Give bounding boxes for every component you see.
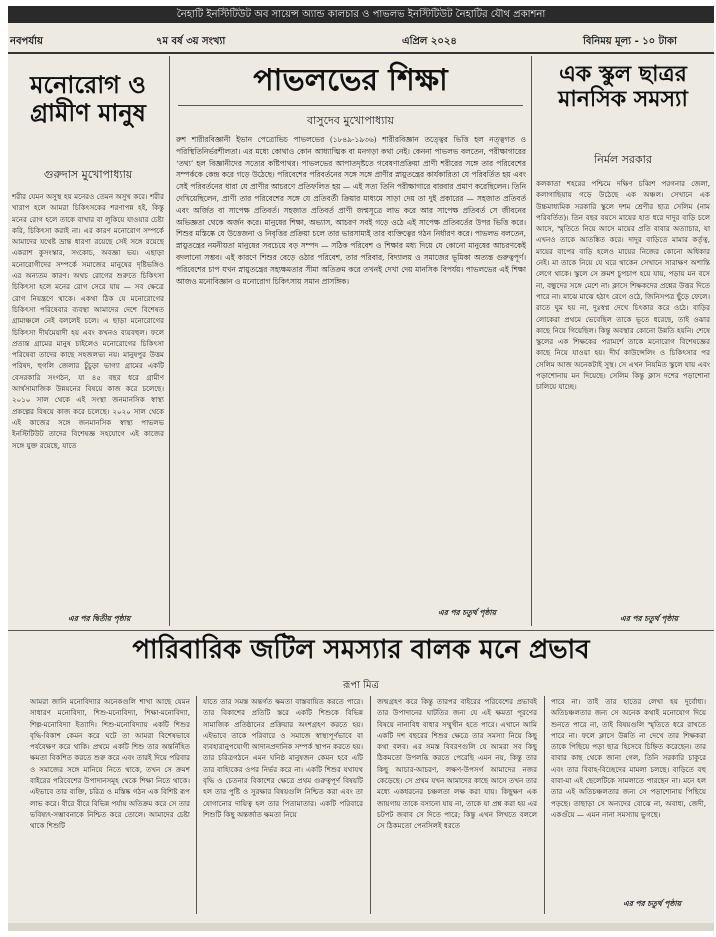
masthead-bar <box>8 6 714 23</box>
left-article-continued: এর পর দ্বিতীয় পৃষ্ঠায় <box>68 614 131 623</box>
bottom-article-title: পারিবারিক জটিল সমস্যার বালক মনে প্রভাব <box>132 635 590 665</box>
column-divider <box>531 56 532 626</box>
bottom-article-continued: এর পর চতুর্থ পৃষ্ঠায় <box>623 899 681 908</box>
page-edge <box>8 923 714 931</box>
issue-price: বিনিময় মূল্য - ১০ টাকা <box>583 36 677 47</box>
right-article-title: এক স্কুল ছাত্রর মানসিক সমস্যা <box>558 62 688 113</box>
column-divider <box>169 56 170 626</box>
left-article-title: মনোরোগ ও গ্রামীণ মানুষ <box>30 71 146 127</box>
bottom-article-col2: যাতে তার সমস্ত অন্তর্গত ক্ষমতা বাস্তবায়িত করতে পারে। তার বিকাশের প্রতিটি স্তরে একটি শিশুকে বিভিন্ন সামাজিক প্রতিষ্ঠানের প্রক্রিয়ার অংশগ্রহণ করতে হয়। এইভাবে তাকে পরিবারে ও সমাজে স্বাস্থ্যপূর্ণভাবে বা ব্যবহারানুপযোগী আদানপ্রদানিক সম্পর্ক স্থাপন করতে হয়। তার চরিত্রগঠনে এমন ঘনিষ্ঠ মানুষজন কেমন হবে এটি তার বাহ্যিকের ওপর নির্ভর করে না। একটি শিশুর যথাযথ বৃদ্ধি ও চেতনার বিকাশের ক্ষেত্রে প্রথম গুরুত্বপূর্ণ বিষয়টি হল তার পুষ্টি ও সুরক্ষার বিষয়গুলি নিশ্চিত করা এবং তা যোগানোর দায়িত্ব হল তার পিতামাতার। একটি পরিবারে শিশুটি কিছু অন্তর্জাত ক্ষমতা নিয়ে <box>203 697 363 819</box>
center-article-body: রুশ শারীরবিজ্ঞানী ইভান পেত্রোভিচ পাভলভের (১৮৪৯-১৯৩৬) শারীরবিজ্ঞান তত্ত্বের ভিত্তি হল নত্ত্বগত ও পরিস্থিতিনির্ভরশীলতা। এর মধ্যে কোথাও কোন আধ্যাত্মিক বা মনগড়া কথা নেই। কেননা পাভলভ বলতেন, পরীক্ষাগারের ‘তথ্য’ হল বিজ্ঞানীদের সত্যের কষ্টিপাথর। পাভলভের আপাতদৃষ্টতে গবেষণাপ্রক্রিয়া প্রাণী শরীরের সঙ্গে তার পরিবেশের সম্পর্ককে কেন্দ্র করে গড়ে উঠেছে। পরিবেশের পরিবর্তনের সঙ্গে সঙ্গে প্রাণীর স্নায়ুতন্ত্রের কার্যকারিতা যে পরিবর্তিত হয় এবং সেই পরিবর্তনের ধারা যে প্রাণীর আচরণে প্রতিফলিত হয় — এই সত্য তিনি পরীক্ষাগারে বারবার প্রমাণ করেছিলেন। তিনি দেখিয়েছিলেন, প্রাণী তার পরিবেশের সঙ্গে যে প্রতিবর্তী ক্রিয়ার মাধ্যমে সাড়া দেয় তা দুই প্রকারের — সহজাত প্রতিবর্ত এবং অর্জিত বা সাপেক্ষ প্রতিবর্ত। সহজাত প্রতিবর্ত প্রাণী জন্মসূত্রে লাভ করে আর সাপেক্ষ প্রতিবর্ত সে জীবনের অভিজ্ঞতা থেকে অর্জন করে। মানুষের শিক্ষা, অভ্যাস, আচরণ সবই গড়ে ওঠে এই সাপেক্ষ প্রতিবর্তের উপর ভিত্তি করে। শিশুর মস্তিষ্কে যে উত্তেজনা ও নিবৃত্তির প্রক্রিয়া চলে তার ভারসাম্যই তার ব্যক্তিত্বের গঠন নির্ধারণ করে। পাভলভ বলতেন, স্নায়ুতন্ত্রের নমনীয়তা মানুষের সবচেয়ে বড় সম্পদ — সঠিক পরিবেশ ও শিক্ষার মধ্য দিয়ে যে কোনো মানুষের আচরণকেই বদলানো সম্ভব। এই কারণে শিশুর বেড়ে ওঠার পরিবেশ, তার পরিবার, বিদ্যালয় ও সমাজের ভূমিকা অত্যন্ত গুরুত্বপূর্ণ। পরিবেশের চাপ যখন স্নায়ুতন্ত্রের সহ্যক্ষমতার সীমা অতিক্রম করে তখনই দেখা দেয় মানসিক বিপর্যয়। পাভলভের এই শিক্ষা আজও মনোবিজ্ঞান ও মনোরোগ চিকিৎসায় সমান প্রাসঙ্গিক। <box>176 135 526 286</box>
center-article-continued: এর পর চতুর্থ পৃষ্ঠায় <box>438 608 496 617</box>
publisher-line: নৈহাটি ইনস্টিটিউট অব সায়েন্স অ্যান্ড কালচার ও পাভলভ ইনস্টিটিউট নৈহাটির যৌথ প্রকাশনা <box>176 9 546 20</box>
issue-name: নবপর্যায় <box>10 36 43 47</box>
bottom-article-col1: আমরা জানি মনোবিদ্যার অনেকগুলি শাখা আছে যেমন সাধারণ মনোবিদ্যা, শিশু-মনোবিদ্যা, শিক্ষা-মনোবিদ্যা, শিল্প-মনোবিদ্যা ইত্যাদি। শিশু-মনোবিদ্যায় একটি শিশুর বৃদ্ধি-বিকাশ কেমন করে ঘটে তা আমরা বিশেষভাবে পর্যবেক্ষণ করে থাকি। প্রথমে একটি শিশু তার অন্তর্নিহিত ক্ষমতা বিকশিত করতে শুরু করে এবং তারই দিয়ে পরিবার ও সমাজের সঙ্গে মানিয়ে নিতে থাকে, তখন সে ক্রমশ বাইরের পরিবেশের উপাদানসমূহ থেকে শিক্ষা নিতে থাকে। এইভাবে তার ব্যক্তি, চরিত্র ও মস্তিষ্ক গঠন এক বিশিষ্ট রূপ লাভ করে। বীরে বীরে বিভিন্ন পর্যায় অতিক্রম করে সে তার ভবিষ্যৎ-সম্ভাবনাকে নিশ্চিত করে তোলে। আমাদের চেষ্টা থাকে শিশুটি <box>30 697 190 831</box>
header-rule <box>8 52 714 54</box>
bottom-article-col4: পারে না। তাই তার হাতের লেখা হয় দুর্বোধ্য। অতিচঞ্চলতার জন্য সে অনেক কথাই মনোযোগ দিয়ে শুনতে পারে না, তাই বিষয়গুলি স্মৃতিতে ধরে রাখতে পারে না। ফলে ক্লাসে উন্নতি না দেখে তার শিক্ষকরা তাকে পিছিয়ে পড়া ছাত্র হিসেবে চিহ্নিত করেছেন। তার বাবার কাছ থেকে জানা গেল, তিনি সরকারি চাকুরে এবং তার বিবাহ-বিচ্ছেদের মামলা চলছে। বাড়িতে বহু বাবা-মা এই ছেলেটিকে সামলাতে পারছেন না। মনে হল তার এই অতিচঞ্চলতার জন্য সে পড়াশোনায় পিছিয়ে পড়ছে। তাছাড়া সে অন্যদের বোঝে না, অবাধ্য, জেদী, একগুঁয়ে — এমন নানা সমস্যায় ভুগছে। <box>551 697 706 819</box>
column-divider <box>196 696 197 914</box>
newspaper-page <box>8 6 714 931</box>
issue-info-row <box>8 28 714 50</box>
center-article-author: বাসুদেব মুখোপাধ্যায় <box>306 114 395 127</box>
bottom-article-col3: জন্মগ্রহণ করে কিন্তু তারপর বাইরের পরিবেশের প্রভাবই তার উপাদানের ঘাটতির জন্য যে এই ক্ষমতা পূরণের বিষয়ে নানাবিধ বাধার সম্মুখীন হতে পারে। এখানে আমি একটি দশ বছরের শিশুর ক্ষেত্রে তার সমস্যা নিয়ে কিছু কথা বলব। এর সমস্ত বিবরণগুলি যে আমরা সব কিছু ঠিকমতো উপলব্ধি করতে পেরেছি এমন নয়, কিন্তু তার কিছু আচার-আচরণ, লক্ষণ-উপসর্গ আমাদের নজর কেড়েছে। সে প্রথম যখন আমাদের কাছে আসে তখন তার মধ্যে একধরনের চঞ্চলতা লক্ষ করা যায়। কিছুক্ষণ এক জায়গায় তাকে বসানো যায় না, তাকে যা প্রশ্ন করা হয় এর চটপট জবাব সে দিতে পারে; কিন্তু এখন লিখতে বললে সে ঠিকমতো পেনসিলই ধরতে <box>377 697 537 831</box>
bottom-article-author: রূপা মিত্র <box>343 680 379 691</box>
column-divider <box>544 696 545 914</box>
column-divider <box>370 696 371 914</box>
issue-volume: ৭ম বর্ষ ৩য় সংখ্যা <box>156 36 226 47</box>
left-article-author: গুরুদাস মুখোপাধ্যায় <box>43 168 133 181</box>
right-article-continued: এর পর চতুর্থ পৃষ্ঠায় <box>620 614 678 623</box>
center-article-title: পাভলভের শিক্ষা <box>178 64 523 106</box>
right-article-body: কলকাতা শহরের পশ্চিমে দক্ষিণ চব্বিশ পরগনার জেলা, কলাগাছিয়ায় গড়ে উঠেছে এক অঞ্চল। সেখানে এক উচ্চমাধ্যমিক সরকারি স্কুলে দশম শ্রেণীর ছাত্র সেলিম (নাম পরিবর্তিত)। তিন বছর বয়সে মায়ের হাত ধরে দাদুর বাড়ি চলে আসে, স্মৃতিতে নিয়ে আসে মায়ের প্রতি বাবার অত্যাচার, যা এখনও তাকে আতঙ্কিত করে। দাদুর বাড়িতে মামার কর্তৃত্ব, মায়ের বাপের বাড়ি হলেও মায়ের নিজের কোনো অধিকার নেই। মা তাকে নিয়ে যে ঘরে থাকেন সেখানে সারাক্ষণ অশান্তি লেগে থাকে। স্কুলে সে ক্রমশ চুপচাপ হয়ে যায়, পড়ায় মন বসে না, বন্ধুদের সঙ্গে মেশে না। ক্লাসে শিক্ষকদের প্রশ্নের উত্তর দিতে পারে না। মাঝে মাঝে হঠাৎ রেগে ওঠে, জিনিসপত্র ছুঁড়ে ফেলে। রাতে ঘুম হয় না, দুঃস্বপ্ন দেখে চিৎকার করে ওঠে। বাড়ির লোকেরা প্রথমে ভেবেছিল তাকে ভূতে ধরেছে, তাই ওঝার কাছে নিয়ে গিয়েছিল। কিন্তু অবস্থার কোনো উন্নতি হয়নি। শেষে স্কুলের এক শিক্ষকের পরামর্শে তাকে মনোরোগ বিশেষজ্ঞের কাছে নিয়ে যাওয়া হয়। দীর্ঘ কাউন্সেলিং ও চিকিৎসার পর সেলিম আজ অনেকটাই সুস্থ। সে এখন নিয়মিত স্কুলে যায় এবং পড়াশোনায় মন দিয়েছে। সেলিম কিন্তু ক্লাস দশের পড়াশোনা চালিয়ে যাচ্ছে। <box>536 179 710 392</box>
issue-date: এপ্রিল ২০২৪ <box>402 36 457 47</box>
section-divider <box>8 630 714 631</box>
left-article-body: শরীর যেমন অসুস্থ হয় মনেরও তেমন অসুখ করে। শরীর খারাপ হলে আমরা চিকিৎসকের শরণাপন্ন হই, কিন্তু মনের রোগ হলে তাকে বাখার বা লুকিয়ে যাওয়ার চেষ্টা করি, চিকিৎসা করাই না। এর কারণ মনোরোগ সম্পর্কে আমাদের যথেষ্ট ভ্রান্ত ধারণা রয়েছে সেই সঙ্গে রয়েছে একরাশ কুসংস্কার, সংকোচ, অবজ্ঞা ভয়। এছাড়া মনোরোগীদের সম্পর্কে সমাজের মানুষের দৃষ্টিভঙ্গিও এর অন্যতম কারণ। অথচ রোগের শুরুতে চিকিৎসা চিকিৎসা হলে মনের রোগ সেরে যায় — সব ক্ষেত্রে রোগ নিয়ন্ত্রণে থাকে। একথা ঠিক যে মনোরোগের চিকিৎসা পরিষেবার ব্যবস্থা আমাদের দেশে বিশেষত গ্রামাঞ্চলে নেই বললেই চলে। এ ছাড়া মনোরোগের চিকিৎসা দীর্ঘমেয়াদী হয় এবং কখনও ব্যয়বহুল। ফলে প্রত্যন্ত গ্রামের মানুষ চাইলেও মনোরোগের চিকিৎসা পরিষেবা তাদের কাছে সহজলভ্য নয়। মানুষপুর উত্তম পরিষদ, হুগলি জেলার চুঁচুড়া ভাগ্যা গ্রামের একটি বেসরকারি সংগঠন, যা ৪৫ বছর ধরে গ্রামীণ আর্থসামাজিক উন্নয়নের বিষয়ে কাজ করে চলেছে। ২০১০ সাল থেকে এই সংস্থা জনমানসিক স্বাস্থ্য প্রকল্পের বিষয়ে কাজ করে চলেছে। ২০২০ সাল থেকে এই কাজের সঙ্গে জনমানসিক স্বাস্থ্য পাভলভ ইনস্টিটিউট তাদের বিশেষজ্ঞ সহযোগে এই কাজের সঙ্গে যুক্ত রয়েছে, যাতে <box>12 192 164 450</box>
right-article-author: নির্মল সরকার <box>594 153 652 166</box>
